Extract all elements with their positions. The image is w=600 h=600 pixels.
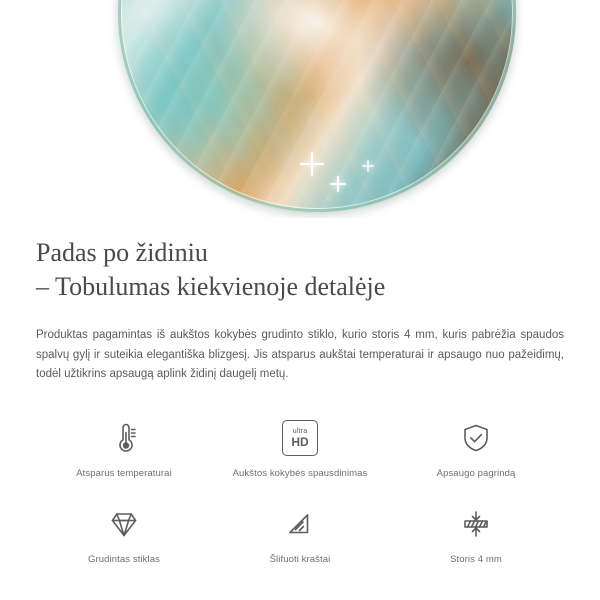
feature-label: Storis 4 mm [450, 553, 502, 565]
feature-label: Atsparus temperaturai [76, 467, 172, 479]
description-paragraph: Produktas pagamintas iš aukštos kokybės grudinto stiklo, kurio storis 4 mm, kuris pabrėžia spaudos spalvų gylį ir suteikia elegantiška blizgesį. Jis atsparus aukštai temperaturai ir apsaugo nuo pažeidimų, todėl užtikrins apsaugą aplink židinį daugelį metų. [36, 329, 564, 380]
feature-item-print-quality [212, 415, 388, 479]
feature-label: Šlifuoti kraštai [269, 553, 331, 565]
feature-item-tempered-glass [36, 501, 212, 565]
marble-glass-disc [118, 0, 516, 212]
thickness-icon [456, 501, 496, 547]
ultra-hd-badge-top: ultra [292, 427, 308, 435]
thermometer-icon [104, 415, 144, 461]
page-title-line-2: – Tobulumas kiekvienoje detalėje [36, 272, 386, 301]
feature-item-polished-edges [212, 501, 388, 565]
shield-check-icon [456, 415, 496, 461]
feature-item-thickness [388, 501, 564, 565]
ultra-hd-badge-bottom: HD [291, 434, 309, 449]
feature-label: Aukštos kokybės spausdinimas [232, 467, 368, 479]
ultra-hd-icon [282, 415, 318, 461]
hero-image [0, 0, 600, 218]
feature-grid [36, 415, 564, 565]
feature-label: Apsaugo pagrindą [436, 467, 516, 479]
feature-item-temperature [36, 415, 212, 479]
content-area [0, 218, 600, 565]
feature-item-surface-protection [388, 415, 564, 479]
page-title [36, 218, 564, 304]
feature-label: Grudintas stiklas [88, 553, 160, 565]
polished-edges-icon [280, 501, 320, 547]
diamond-icon [104, 501, 144, 547]
page-title-line-1: Padas po židiniu [36, 238, 208, 267]
